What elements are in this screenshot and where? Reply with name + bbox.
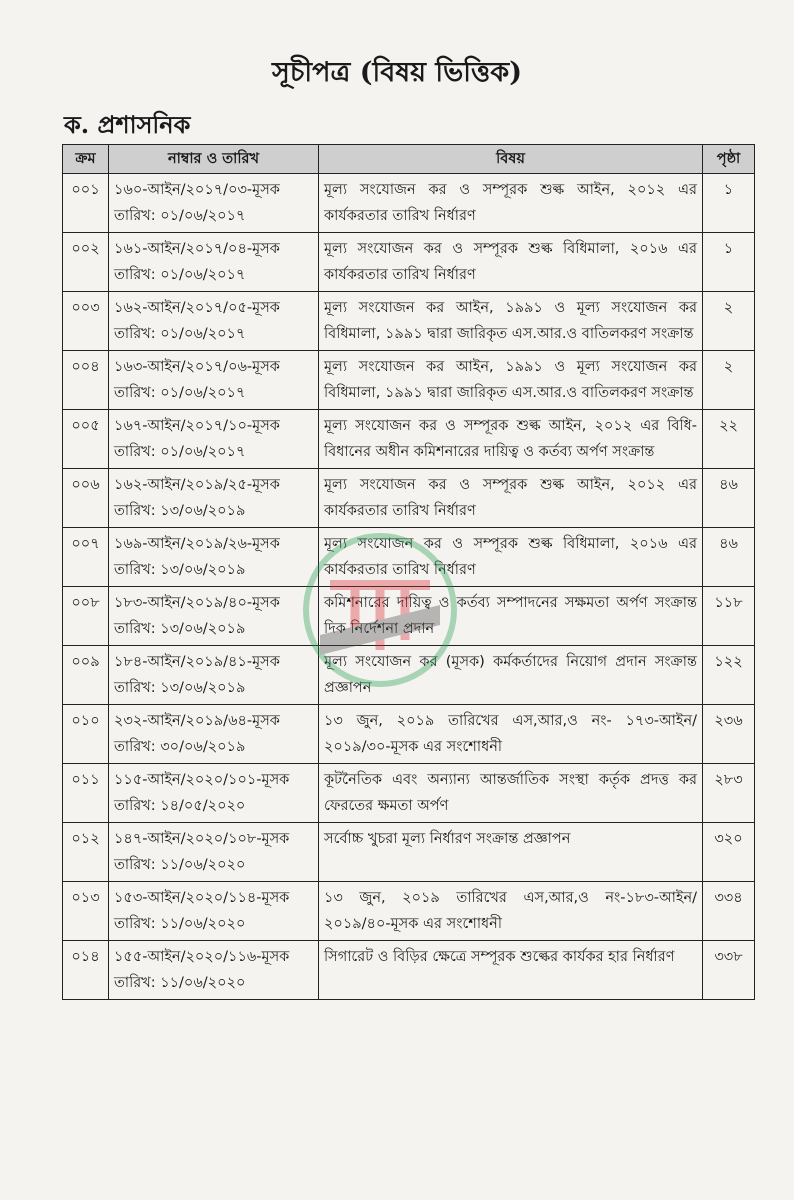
row-number-date [109, 941, 319, 1000]
row-number-date [109, 823, 319, 882]
row-number-date [109, 469, 319, 528]
row-number: ১৬৯-আইন/২০১৯/২৬-মূসক [114, 536, 280, 552]
row-number-date [109, 528, 319, 587]
row-number-date [109, 351, 319, 410]
row-subject: সিগারেট ও বিড়ির ক্ষেত্রে সম্পূরক শুল্কের কার্যকর হার নির্ধারণ [319, 941, 703, 1000]
row-serial: ০০৬ [63, 469, 109, 528]
row-number: ১৬২-আইন/২০১৯/২৫-মূসক [114, 477, 280, 493]
table-row [63, 174, 755, 233]
row-page: ১১৮ [703, 587, 755, 646]
section-title: ক. প্রশাসনিক [64, 110, 191, 139]
header-subject: বিষয় [319, 145, 703, 174]
row-subject: ১৩ জুন, ২০১৯ তারিখের এস,আর,ও নং- ১৭৩-আইন/২০১৯/৩০-মূসক এর সংশোধনী [319, 705, 703, 764]
row-serial: ০০৫ [63, 410, 109, 469]
header-serial: ক্রম [63, 145, 109, 174]
header-page: পৃষ্ঠা [703, 145, 755, 174]
row-page: ২৮৩ [703, 764, 755, 823]
index-table [62, 144, 755, 1000]
header-number-date: নাম্বার ও তারিখ [109, 145, 319, 174]
row-page: ৩৩৮ [703, 941, 755, 1000]
row-date: তারিখ: ১১/০৬/২০২০ [114, 857, 246, 873]
row-subject: সর্বোচ্চ খুচরা মূল্য নির্ধারণ সংক্রান্ত প্রজ্ঞাপন [319, 823, 703, 882]
row-number: ১৪৭-আইন/২০২০/১০৮-মূসক [114, 831, 290, 847]
row-subject: মূল্য সংযোজন কর ও সম্পূরক শুল্ক বিধিমালা, ২০১৬ এর কার্যকরতার তারিখ নির্ধারণ [319, 233, 703, 292]
row-number-date [109, 764, 319, 823]
row-date: তারিখ: ০১/০৬/২০১৭ [114, 208, 246, 224]
row-page: ৩২০ [703, 823, 755, 882]
table-row [63, 292, 755, 351]
row-page: ৩৩৪ [703, 882, 755, 941]
row-serial: ০০৭ [63, 528, 109, 587]
table-row [63, 882, 755, 941]
row-subject: মূল্য সংযোজন কর (মূসক) কর্মকর্তাদের নিয়োগ প্রদান সংক্রান্ত প্রজ্ঞাপন [319, 646, 703, 705]
table-row [63, 764, 755, 823]
row-date: তারিখ: ১৩/০৬/২০১৯ [114, 680, 246, 696]
row-subject: ১৩ জুন, ২০১৯ তারিখের এস,আর,ও নং-১৮৩-আইন/২০১৯/৪০-মূসক এর সংশোধনী [319, 882, 703, 941]
row-subject: মূল্য সংযোজন কর আইন, ১৯৯১ ও মূল্য সংযোজন কর বিধিমালা, ১৯৯১ দ্বারা জারিকৃত এস.আর.ও বাতিলকরণ সংক্রান্ত [319, 351, 703, 410]
row-date: তারিখ: ৩০/০৬/২০১৯ [114, 739, 246, 755]
row-subject: কূটনৈতিক এবং অন্যান্য আন্তর্জাতিক সংস্থা কর্তৃক প্রদত্ত কর ফেরতের ক্ষমতা অর্পণ [319, 764, 703, 823]
row-date: তারিখ: ১১/০৬/২০২০ [114, 975, 246, 991]
row-number-date [109, 174, 319, 233]
row-serial: ০০২ [63, 233, 109, 292]
row-date: তারিখ: ১৪/০৫/২০২০ [114, 798, 246, 814]
row-page: ২ [703, 351, 755, 410]
row-page: ৪৬ [703, 469, 755, 528]
row-serial: ০০৪ [63, 351, 109, 410]
table-row [63, 705, 755, 764]
row-number-date [109, 882, 319, 941]
row-number: ১১৫-আইন/২০২০/১০১-মূসক [114, 772, 290, 788]
row-number: ১৬১-আইন/২০১৭/০৪-মূসক [114, 241, 280, 257]
row-serial: ০১৪ [63, 941, 109, 1000]
row-subject: মূল্য সংযোজন কর ও সম্পূরক শুল্ক আইন, ২০১২ এর কার্যকরতার তারিখ নির্ধারণ [319, 174, 703, 233]
page-title: সূচীপত্র (বিষয় ভিত্তিক) [272, 57, 522, 88]
row-subject: মূল্য সংযোজন কর আইন, ১৯৯১ ও মূল্য সংযোজন কর বিধিমালা, ১৯৯১ দ্বারা জারিকৃত এস.আর.ও বাতিলকরণ সংক্রান্ত [319, 292, 703, 351]
row-serial: ০০৯ [63, 646, 109, 705]
row-date: তারিখ: ০১/০৬/২০১৭ [114, 444, 246, 460]
row-page: ২ [703, 292, 755, 351]
table-row [63, 941, 755, 1000]
row-number: ১৫৩-আইন/২০২০/১১৪-মূসক [114, 890, 290, 906]
row-number-date [109, 705, 319, 764]
row-number-date [109, 410, 319, 469]
row-page: ২৩৬ [703, 705, 755, 764]
table-row [63, 233, 755, 292]
row-date: তারিখ: ১১/০৬/২০২০ [114, 916, 246, 932]
row-date: তারিখ: ১৩/০৬/২০১৯ [114, 562, 246, 578]
row-date: তারিখ: ০১/০৬/২০১৭ [114, 326, 246, 342]
row-page: ১ [703, 233, 755, 292]
row-serial: ০০১ [63, 174, 109, 233]
row-subject: মূল্য সংযোজন কর ও সম্পূরক শুল্ক আইন, ২০১২ এর বিধি-বিধানের অধীন কমিশনারের দায়িত্ব ও কর্তব্য অর্পণ সংক্রান্ত [319, 410, 703, 469]
row-number: ২৩২-আইন/২০১৯/৬৪-মূসক [114, 713, 280, 729]
row-serial: ০০৩ [63, 292, 109, 351]
table-row [63, 587, 755, 646]
row-serial: ০১২ [63, 823, 109, 882]
row-number-date [109, 587, 319, 646]
table-row [63, 410, 755, 469]
row-subject: মূল্য সংযোজন কর ও সম্পূরক শুল্ক আইন, ২০১২ এর কার্যকরতার তারিখ নির্ধারণ [319, 469, 703, 528]
table-header-row [63, 145, 755, 174]
row-date: তারিখ: ১৩/০৬/২০১৯ [114, 621, 246, 637]
row-number: ১৬৩-আইন/২০১৭/০৬-মূসক [114, 359, 280, 375]
table-row [63, 823, 755, 882]
row-serial: ০০৮ [63, 587, 109, 646]
row-number: ১৮৩-আইন/২০১৯/৪০-মূসক [114, 595, 280, 611]
row-page: ১২২ [703, 646, 755, 705]
table-row [63, 351, 755, 410]
row-page: ২২ [703, 410, 755, 469]
table-row [63, 469, 755, 528]
row-serial: ০১৩ [63, 882, 109, 941]
row-number: ১৮৪-আইন/২০১৯/৪১-মূসক [114, 654, 280, 670]
row-number: ১৫৫-আইন/২০২০/১১৬-মূসক [114, 949, 290, 965]
row-subject: কমিশনারের দায়িত্ব ও কর্তব্য সম্পাদনের সক্ষমতা অর্পণ সংক্রান্ত দিক নির্দেশনা প্রদান [319, 587, 703, 646]
row-serial: ০১১ [63, 764, 109, 823]
row-page: ৪৬ [703, 528, 755, 587]
row-page: ১ [703, 174, 755, 233]
row-number: ১৬০-আইন/২০১৭/০৩-মূসক [114, 182, 280, 198]
table-row [63, 528, 755, 587]
row-date: তারিখ: ১৩/০৬/২০১৯ [114, 503, 246, 519]
row-date: তারিখ: ০১/০৬/২০১৭ [114, 267, 246, 283]
row-date: তারিখ: ০১/০৬/২০১৭ [114, 385, 246, 401]
row-number-date [109, 292, 319, 351]
row-serial: ০১০ [63, 705, 109, 764]
row-number: ১৬৭-আইন/২০১৭/১০-মূসক [114, 418, 280, 434]
row-number-date [109, 646, 319, 705]
row-subject: মূল্য সংযোজন কর ও সম্পূরক শুল্ক বিধিমালা, ২০১৬ এর কার্যকরতার তারিখ নির্ধারণ [319, 528, 703, 587]
row-number: ১৬২-আইন/২০১৭/০৫-মূসক [114, 300, 280, 316]
row-number-date [109, 233, 319, 292]
table-row [63, 646, 755, 705]
